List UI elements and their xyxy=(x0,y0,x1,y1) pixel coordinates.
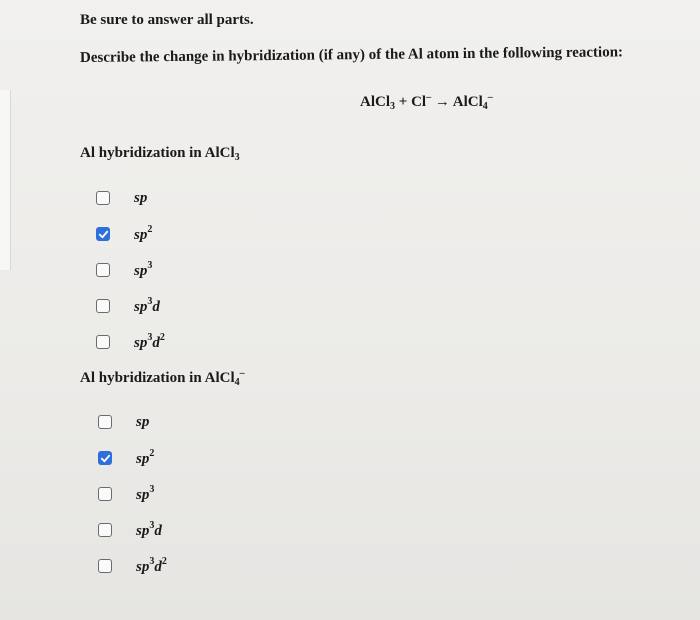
checkmark-icon xyxy=(100,453,111,464)
part2-option-4[interactable] xyxy=(98,548,167,584)
product-sub: 4 xyxy=(482,101,488,112)
part1-option-label xyxy=(134,260,152,280)
option-sup1: 3 xyxy=(149,556,155,567)
part2-option-label xyxy=(136,556,167,576)
checkbox-icon[interactable] xyxy=(96,299,110,313)
option-sup1: 3 xyxy=(147,260,153,271)
reaction-equation xyxy=(360,92,493,112)
checkbox-icon[interactable] xyxy=(96,191,110,205)
part1-heading xyxy=(80,145,240,163)
part1-option-1[interactable] xyxy=(96,216,165,252)
part1-option-3[interactable] xyxy=(96,288,165,324)
product-base: AlCl xyxy=(452,94,483,110)
question-text: Describe the change in hybridization (if any) of the Al atom in the following reaction: xyxy=(79,44,624,66)
part2-options xyxy=(98,404,167,584)
option-sup1: 3 xyxy=(147,296,153,307)
checkbox-icon[interactable] xyxy=(98,523,112,537)
part2-option-label xyxy=(136,484,154,504)
reactant1-base: AlCl xyxy=(360,94,390,110)
part2-heading-sub: 4 xyxy=(234,377,240,388)
part2-option-1[interactable] xyxy=(98,440,167,476)
checkbox-icon[interactable] xyxy=(96,263,110,277)
part1-option-2[interactable] xyxy=(96,252,165,288)
part2-option-0[interactable] xyxy=(98,404,167,440)
reactant1-sub: 3 xyxy=(390,101,395,112)
option-mid: d xyxy=(152,335,160,351)
reactant2-base: Cl xyxy=(411,94,427,110)
part2-heading-sup: – xyxy=(239,368,245,379)
product xyxy=(453,94,493,110)
option-base: sp xyxy=(136,451,150,467)
checkbox-checked-icon[interactable] xyxy=(96,227,110,241)
option-base: sp xyxy=(134,335,148,351)
option-base: sp xyxy=(136,487,150,503)
checkbox-icon[interactable] xyxy=(98,415,112,429)
part1-heading-text: Al hybridization in AlCl xyxy=(80,145,235,161)
option-base: sp xyxy=(134,227,148,243)
checkmark-icon xyxy=(98,229,109,240)
checkbox-icon[interactable] xyxy=(98,487,112,501)
checkbox-icon[interactable] xyxy=(98,559,112,573)
part2-heading xyxy=(80,368,245,388)
part1-options xyxy=(96,180,165,360)
option-sup1: 2 xyxy=(149,448,155,459)
option-base: sp xyxy=(136,559,150,575)
part1-heading-sub: 3 xyxy=(234,152,240,163)
reactant2 xyxy=(411,94,431,110)
part1-option-label xyxy=(134,190,147,207)
side-panel-edge xyxy=(0,90,11,270)
product-sup: – xyxy=(487,92,493,103)
part1-option-4[interactable] xyxy=(96,324,165,360)
part1-option-label xyxy=(134,224,152,244)
option-base: sp xyxy=(134,263,148,279)
part1-option-label xyxy=(134,296,160,316)
part2-option-2[interactable] xyxy=(98,476,167,512)
instructions-text: Be sure to answer all parts. xyxy=(80,12,254,28)
option-sup1: 2 xyxy=(147,224,153,235)
option-mid: d xyxy=(154,559,162,575)
reaction-arrow: → xyxy=(434,94,450,110)
part2-option-3[interactable] xyxy=(98,512,167,548)
part2-option-label xyxy=(136,448,154,468)
checkbox-icon[interactable] xyxy=(96,335,110,349)
reactant2-sup: – xyxy=(426,92,432,103)
option-base: sp xyxy=(134,189,148,206)
reactant1 xyxy=(360,94,395,110)
option-sup1: 3 xyxy=(149,520,155,531)
option-base: sp xyxy=(134,299,148,315)
option-sup2: 2 xyxy=(161,556,167,567)
part2-heading-text: Al hybridization in AlCl xyxy=(80,370,235,386)
part2-option-label xyxy=(136,414,149,431)
part2-option-label xyxy=(136,520,162,540)
part1-option-0[interactable] xyxy=(96,180,165,216)
option-sup1: 3 xyxy=(149,484,155,495)
option-base: sp xyxy=(136,413,150,430)
option-sup2: 2 xyxy=(159,332,165,343)
plus-sign: + xyxy=(398,94,408,110)
option-mid: d xyxy=(152,299,160,315)
option-mid: d xyxy=(154,523,162,539)
option-base: sp xyxy=(136,523,150,539)
option-sup1: 3 xyxy=(147,332,153,343)
part1-option-label xyxy=(134,332,165,352)
checkbox-checked-icon[interactable] xyxy=(98,451,112,465)
